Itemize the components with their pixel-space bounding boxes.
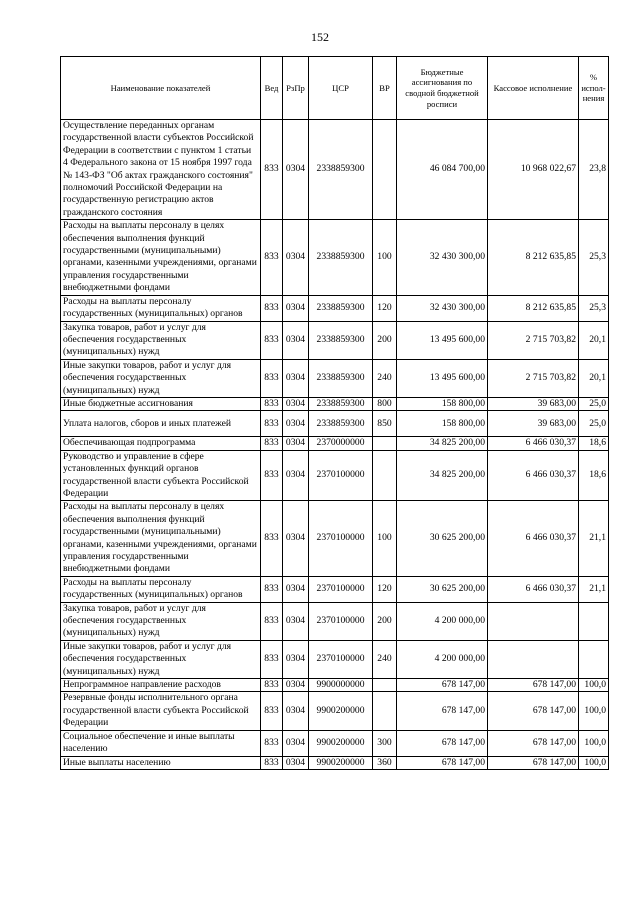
row-assign: 30 625 200,00 xyxy=(397,576,488,602)
row-vr: 240 xyxy=(373,640,397,678)
row-ved: 833 xyxy=(261,120,283,220)
row-csr: 2370100000 xyxy=(309,450,373,501)
row-cash: 6 466 030,37 xyxy=(488,501,579,576)
header-cash: Кассовое исполнение xyxy=(488,57,579,120)
row-vr: 200 xyxy=(373,602,397,640)
row-assign: 34 825 200,00 xyxy=(397,450,488,501)
row-csr: 2370100000 xyxy=(309,640,373,678)
page-number: 152 xyxy=(311,30,329,44)
table-row xyxy=(61,692,609,730)
row-rzpr: 0304 xyxy=(283,321,309,359)
row-pct: 100,0 xyxy=(579,756,609,769)
row-ved: 833 xyxy=(261,397,283,410)
row-rzpr: 0304 xyxy=(283,501,309,576)
row-rzpr: 0304 xyxy=(283,756,309,769)
row-rzpr: 0304 xyxy=(283,692,309,730)
table-row xyxy=(61,411,609,437)
row-vr xyxy=(373,450,397,501)
row-assign: 678 147,00 xyxy=(397,730,488,756)
row-name: Иные закупки товаров, работ и услуг для обеспечения государственных (муниципальных) нужд xyxy=(61,359,261,397)
row-pct: 25,3 xyxy=(579,220,609,295)
table-row xyxy=(61,359,609,397)
row-cash xyxy=(488,640,579,678)
header-assign: Бюджетные ассигнования по сводной бюджетной росписи xyxy=(397,57,488,120)
table-row xyxy=(61,397,609,410)
row-name: Расходы на выплаты персоналу государственных (муниципальных) органов xyxy=(61,295,261,321)
row-ved: 833 xyxy=(261,640,283,678)
row-cash: 6 466 030,37 xyxy=(488,450,579,501)
row-pct: 100,0 xyxy=(579,730,609,756)
row-ved: 833 xyxy=(261,602,283,640)
row-rzpr: 0304 xyxy=(283,730,309,756)
row-vr: 240 xyxy=(373,359,397,397)
row-csr: 2338859300 xyxy=(309,411,373,437)
row-name: Руководство и управление в сфере установленных функций органов государственной власти субъекта Российской Федерации xyxy=(61,450,261,501)
row-csr: 2370100000 xyxy=(309,576,373,602)
row-pct: 21,1 xyxy=(579,501,609,576)
table-row xyxy=(61,437,609,450)
row-name: Иные бюджетные ассигнования xyxy=(61,397,261,410)
row-name: Социальное обеспечение и иные выплаты населению xyxy=(61,730,261,756)
header-row xyxy=(61,57,609,120)
row-pct: 18,6 xyxy=(579,450,609,501)
header-pct: % испол-нения xyxy=(579,57,609,120)
row-vr xyxy=(373,679,397,692)
row-vr: 200 xyxy=(373,321,397,359)
row-cash xyxy=(488,602,579,640)
row-assign: 13 495 600,00 xyxy=(397,359,488,397)
row-assign: 13 495 600,00 xyxy=(397,321,488,359)
row-rzpr: 0304 xyxy=(283,640,309,678)
row-pct: 21,1 xyxy=(579,576,609,602)
row-vr xyxy=(373,692,397,730)
row-name: Иные закупки товаров, работ и услуг для обеспечения государственных (муниципальных) нужд xyxy=(61,640,261,678)
row-ved: 833 xyxy=(261,295,283,321)
row-csr: 2338859300 xyxy=(309,397,373,410)
row-pct: 20,1 xyxy=(579,321,609,359)
header-rzpr: РзПр xyxy=(283,57,309,120)
row-name: Расходы на выплаты персоналу государственных (муниципальных) органов xyxy=(61,576,261,602)
header-ved: Вед xyxy=(261,57,283,120)
row-ved: 833 xyxy=(261,359,283,397)
row-ved: 833 xyxy=(261,730,283,756)
row-name: Уплата налогов, сборов и иных платежей xyxy=(61,411,261,437)
table-row xyxy=(61,295,609,321)
row-pct: 25,0 xyxy=(579,411,609,437)
table-row xyxy=(61,679,609,692)
row-pct: 100,0 xyxy=(579,692,609,730)
row-pct: 20,1 xyxy=(579,359,609,397)
row-vr: 120 xyxy=(373,576,397,602)
row-cash: 678 147,00 xyxy=(488,692,579,730)
row-cash: 2 715 703,82 xyxy=(488,321,579,359)
row-ved: 833 xyxy=(261,437,283,450)
header-vr: ВР xyxy=(373,57,397,120)
row-cash: 39 683,00 xyxy=(488,411,579,437)
row-assign: 158 800,00 xyxy=(397,411,488,437)
row-vr: 100 xyxy=(373,220,397,295)
row-rzpr: 0304 xyxy=(283,120,309,220)
row-pct: 25,0 xyxy=(579,397,609,410)
row-cash: 6 466 030,37 xyxy=(488,576,579,602)
row-vr: 360 xyxy=(373,756,397,769)
row-csr: 2338859300 xyxy=(309,321,373,359)
row-csr: 2370100000 xyxy=(309,602,373,640)
row-ved: 833 xyxy=(261,501,283,576)
row-rzpr: 0304 xyxy=(283,397,309,410)
row-rzpr: 0304 xyxy=(283,576,309,602)
row-vr: 120 xyxy=(373,295,397,321)
row-csr: 9900200000 xyxy=(309,756,373,769)
row-name: Непрограммное направление расходов xyxy=(61,679,261,692)
row-csr: 2338859300 xyxy=(309,120,373,220)
row-rzpr: 0304 xyxy=(283,679,309,692)
row-ved: 833 xyxy=(261,679,283,692)
row-cash: 678 147,00 xyxy=(488,756,579,769)
table-row xyxy=(61,450,609,501)
row-name: Закупка товаров, работ и услуг для обеспечения государственных (муниципальных) нужд xyxy=(61,602,261,640)
row-rzpr: 0304 xyxy=(283,359,309,397)
budget-table xyxy=(60,56,609,770)
row-pct: 100,0 xyxy=(579,679,609,692)
row-assign: 158 800,00 xyxy=(397,397,488,410)
row-cash: 10 968 022,67 xyxy=(488,120,579,220)
row-cash: 8 212 635,85 xyxy=(488,295,579,321)
table-row xyxy=(61,576,609,602)
row-csr: 2338859300 xyxy=(309,359,373,397)
row-pct: 25,3 xyxy=(579,295,609,321)
row-name: Осуществление переданных органам государственной власти субъектов Российской Федерации в соответствии с пунктом 1 статьи 4 Федерального закона от 15 ноября 1997 года № 143-ФЗ "Об актах гражданского состояния" полномочий Российской Федерации на государственную регистрацию актов гражданского состояния xyxy=(61,120,261,220)
row-rzpr: 0304 xyxy=(283,602,309,640)
row-csr: 9900000000 xyxy=(309,679,373,692)
row-assign: 4 200 000,00 xyxy=(397,640,488,678)
row-csr: 2338859300 xyxy=(309,295,373,321)
header-name: Наименование показателей xyxy=(61,57,261,120)
row-rzpr: 0304 xyxy=(283,450,309,501)
row-name: Обеспечивающая подпрограмма xyxy=(61,437,261,450)
row-rzpr: 0304 xyxy=(283,411,309,437)
row-csr: 9900200000 xyxy=(309,730,373,756)
row-assign: 32 430 300,00 xyxy=(397,220,488,295)
row-ved: 833 xyxy=(261,450,283,501)
row-csr: 9900200000 xyxy=(309,692,373,730)
row-cash: 39 683,00 xyxy=(488,397,579,410)
row-assign: 32 430 300,00 xyxy=(397,295,488,321)
row-assign: 46 084 700,00 xyxy=(397,120,488,220)
row-assign: 4 200 000,00 xyxy=(397,602,488,640)
row-vr: 800 xyxy=(373,397,397,410)
row-assign: 678 147,00 xyxy=(397,756,488,769)
row-assign: 678 147,00 xyxy=(397,692,488,730)
row-ved: 833 xyxy=(261,321,283,359)
table-row xyxy=(61,501,609,576)
row-vr: 100 xyxy=(373,501,397,576)
row-cash: 6 466 030,37 xyxy=(488,437,579,450)
row-name: Иные выплаты населению xyxy=(61,756,261,769)
row-vr: 850 xyxy=(373,411,397,437)
row-cash: 678 147,00 xyxy=(488,679,579,692)
row-csr: 2370000000 xyxy=(309,437,373,450)
table-row xyxy=(61,220,609,295)
row-pct xyxy=(579,602,609,640)
table-row xyxy=(61,321,609,359)
table-body xyxy=(61,120,609,770)
table-row xyxy=(61,120,609,220)
row-name: Расходы на выплаты персоналу в целях обеспечения выполнения функций государственными (муниципальными) органами, казенными учреждениями, органами управления государственными внебюджетными фондами xyxy=(61,501,261,576)
row-name: Закупка товаров, работ и услуг для обеспечения государственных (муниципальных) нужд xyxy=(61,321,261,359)
row-rzpr: 0304 xyxy=(283,437,309,450)
row-ved: 833 xyxy=(261,220,283,295)
row-csr: 2370100000 xyxy=(309,501,373,576)
row-pct: 18,6 xyxy=(579,437,609,450)
row-name: Расходы на выплаты персоналу в целях обеспечения выполнения функций государственными (муниципальными) органами, казенными учреждениями, органами управления государственными внебюджетными фондами xyxy=(61,220,261,295)
row-assign: 678 147,00 xyxy=(397,679,488,692)
row-cash: 8 212 635,85 xyxy=(488,220,579,295)
row-ved: 833 xyxy=(261,576,283,602)
row-vr xyxy=(373,437,397,450)
row-assign: 34 825 200,00 xyxy=(397,437,488,450)
table-row xyxy=(61,640,609,678)
row-rzpr: 0304 xyxy=(283,295,309,321)
header-csr: ЦСР xyxy=(309,57,373,120)
row-ved: 833 xyxy=(261,692,283,730)
row-pct: 23,8 xyxy=(579,120,609,220)
row-assign: 30 625 200,00 xyxy=(397,501,488,576)
row-vr xyxy=(373,120,397,220)
row-vr: 300 xyxy=(373,730,397,756)
row-cash: 678 147,00 xyxy=(488,730,579,756)
row-rzpr: 0304 xyxy=(283,220,309,295)
row-pct xyxy=(579,640,609,678)
table-row xyxy=(61,756,609,769)
row-ved: 833 xyxy=(261,411,283,437)
table-row xyxy=(61,730,609,756)
row-name: Резервные фонды исполнительного органа государственной власти субъекта Российской Федерации xyxy=(61,692,261,730)
row-ved: 833 xyxy=(261,756,283,769)
row-csr: 2338859300 xyxy=(309,220,373,295)
table-row xyxy=(61,602,609,640)
row-cash: 2 715 703,82 xyxy=(488,359,579,397)
